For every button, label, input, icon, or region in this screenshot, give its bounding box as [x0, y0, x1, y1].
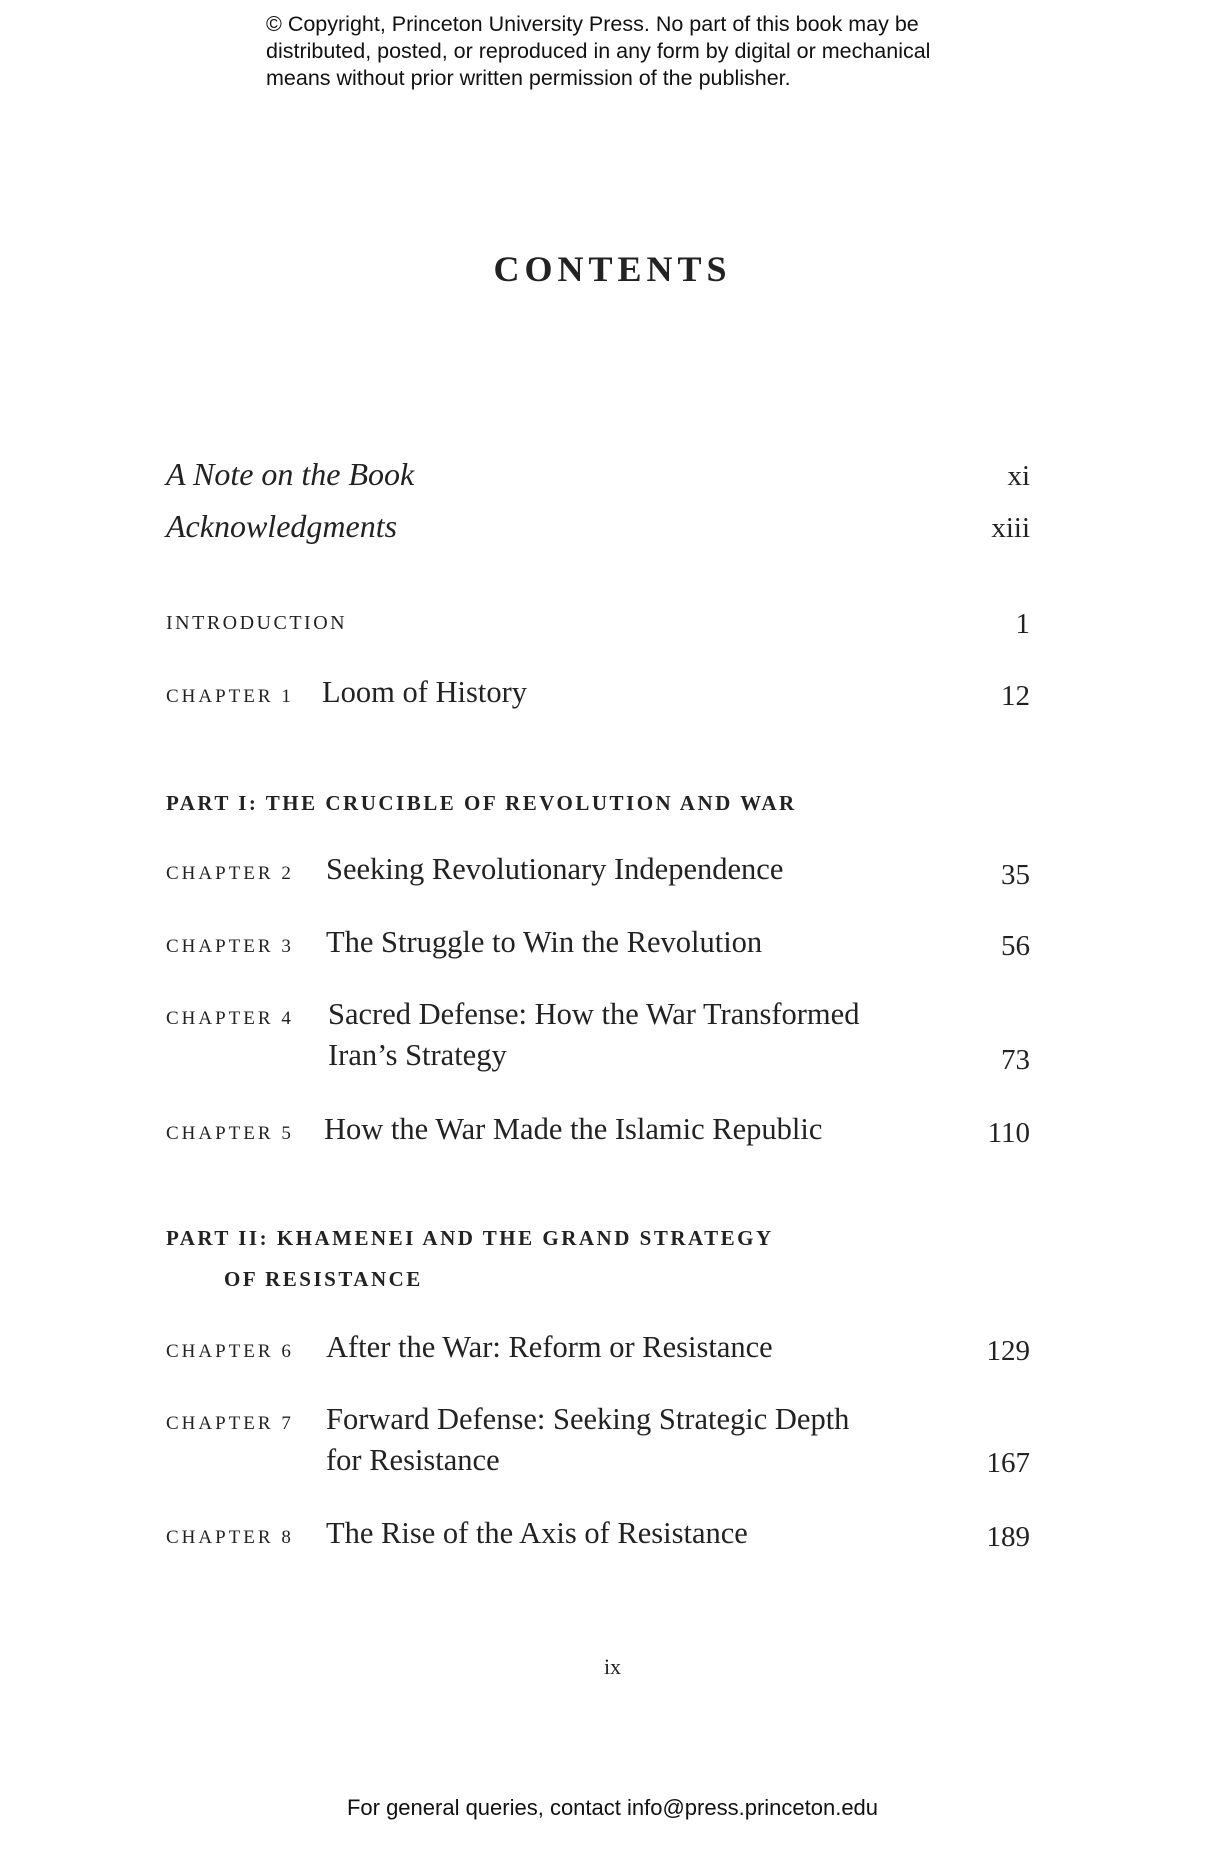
toc-entry-title: A Note on the Book [166, 456, 415, 492]
toc-entry-acknowledgments[interactable] [166, 508, 1030, 545]
page-number: ix [603, 1654, 622, 1679]
toc-chapter-title: The Rise of the Axis of Resistance [326, 1516, 748, 1550]
toc-chapter-title-continued: Iran’s Strategy [328, 1038, 507, 1072]
copyright-line: distributed, posted, or reproduced in any form by digital or mechanical [266, 39, 931, 63]
toc-chapter-label: CHAPTER 6 [166, 1341, 294, 1362]
toc-chapter-title: After the War: Reform or Resistance [326, 1330, 773, 1364]
toc-chapter-title: Loom of History [322, 675, 528, 709]
toc-page-number: 1 [1015, 608, 1030, 640]
toc-page-number: 56 [1001, 930, 1030, 962]
toc-entry-introduction[interactable] [166, 608, 1030, 640]
toc-part-heading-2: PART II: KHAMENEI AND THE GRAND STRATEGY [166, 1226, 774, 1250]
toc-part-heading-2-continued: OF RESISTANCE [224, 1267, 423, 1291]
toc-page-number: 12 [1001, 680, 1030, 712]
toc-chapter-label: CHAPTER 4 [166, 1008, 294, 1029]
toc-chapter-label: CHAPTER 7 [166, 1413, 294, 1434]
toc-chapter-title: Seeking Revolutionary Independence [326, 852, 784, 886]
toc-chapter-title: The Struggle to Win the Revolution [326, 925, 763, 959]
copyright-notice [266, 11, 1026, 92]
toc-page-number: xi [1007, 460, 1030, 492]
toc-part-heading-1: PART I: THE CRUCIBLE OF REVOLUTION AND WAR [166, 791, 797, 815]
toc-entry-title: Acknowledgments [166, 508, 398, 544]
toc-chapter-label: CHAPTER 2 [166, 863, 294, 884]
copyright-line: means without prior written permission of the publisher. [266, 66, 791, 90]
toc-chapter-title: Forward Defense: Seeking Strategic Depth [326, 1402, 850, 1436]
contact-footer: For general queries, contact info@press.princeton.edu [346, 1795, 879, 1820]
toc-page-number: 110 [987, 1117, 1030, 1149]
toc-page-number: 167 [986, 1447, 1030, 1479]
toc-chapter-label: CHAPTER 1 [166, 686, 294, 707]
toc-page-number: 73 [1001, 1044, 1030, 1076]
toc-chapter-label: CHAPTER 5 [166, 1123, 294, 1144]
page-title: CONTENTS [493, 249, 732, 289]
copyright-line: © Copyright, Princeton University Press. No part of this book may be [266, 12, 919, 36]
toc-page-number: 35 [1001, 859, 1030, 891]
toc-page-number: xiii [991, 512, 1030, 544]
toc-entry-label: INTRODUCTION [166, 612, 348, 634]
toc-chapter-label: CHAPTER 3 [166, 936, 294, 957]
toc-entry-note[interactable] [166, 456, 1030, 493]
toc-chapter-title-continued: for Resistance [326, 1443, 500, 1477]
toc-chapter-label: CHAPTER 8 [166, 1527, 294, 1548]
toc-chapter-title: Sacred Defense: How the War Transformed [328, 997, 860, 1031]
toc-page-number: 129 [986, 1335, 1030, 1367]
toc-chapter-title: How the War Made the Islamic Republic [324, 1112, 823, 1146]
toc-page-number: 189 [986, 1521, 1030, 1553]
